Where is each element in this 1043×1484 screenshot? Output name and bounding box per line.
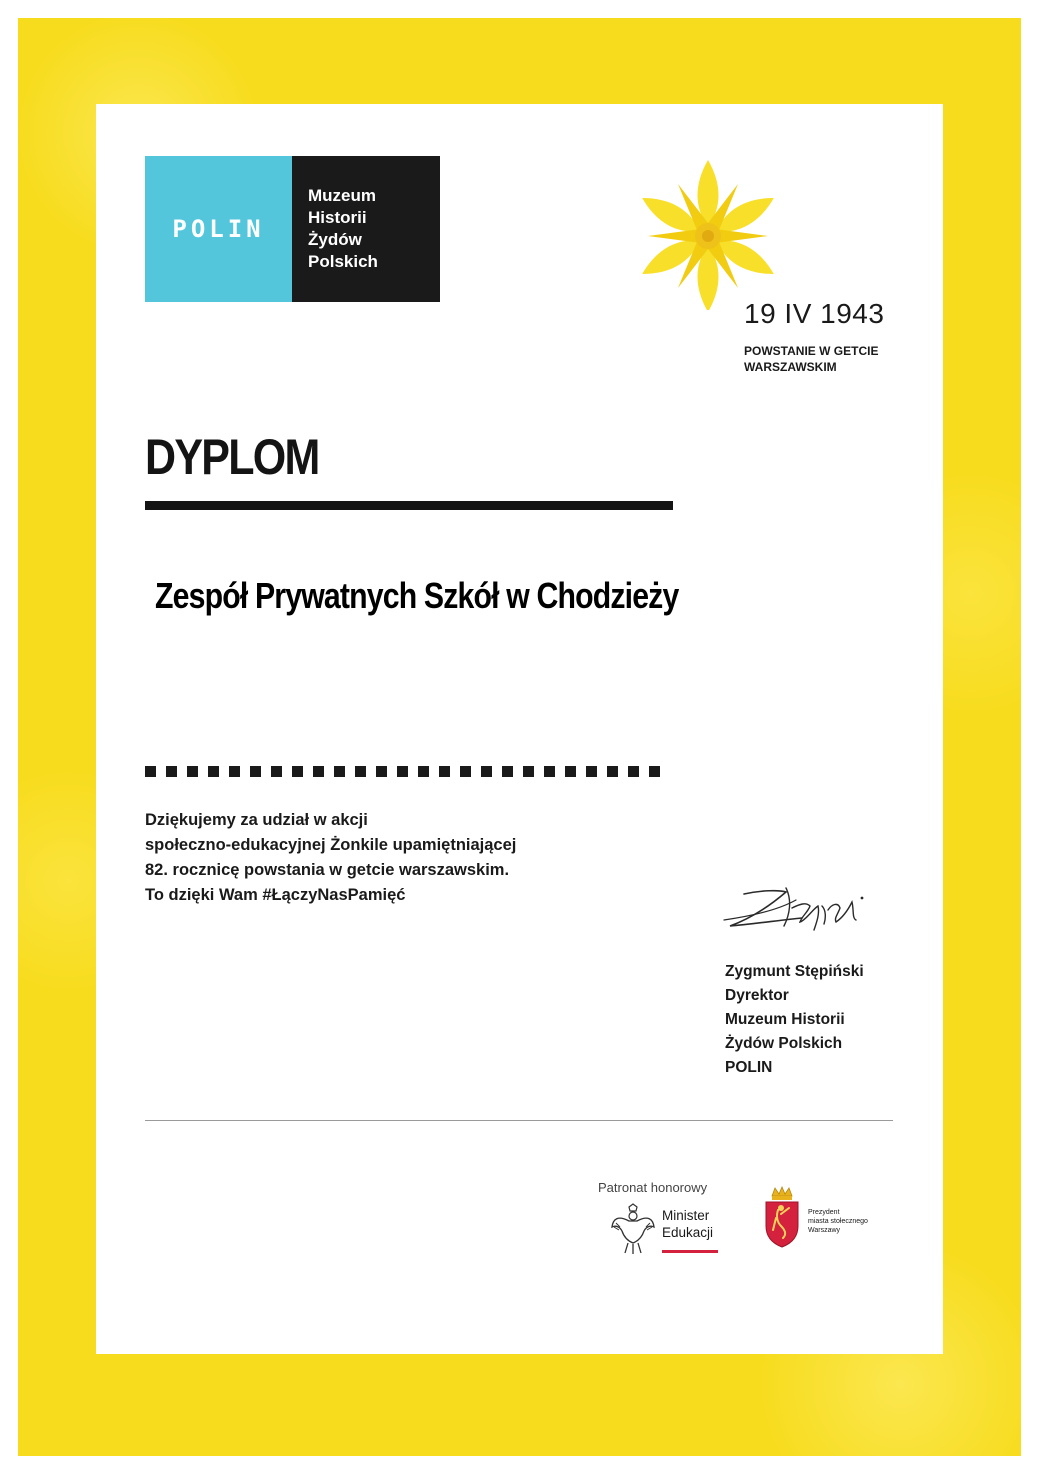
- recipient-name: Zespół Prywatnych Szkół w Chodzieży: [155, 575, 679, 616]
- logo-name-line: Żydów: [308, 230, 362, 249]
- title-underline: [145, 501, 673, 510]
- logo-name-line: Muzeum: [308, 186, 376, 205]
- polin-logo: [145, 156, 440, 302]
- logo-dark-block: [292, 156, 440, 302]
- event-date: 19 IV 1943: [744, 298, 885, 329]
- footer-divider: [145, 1120, 893, 1121]
- signer-line: POLIN: [725, 1059, 773, 1076]
- daffodil-icon: [638, 158, 778, 310]
- prezydent-line: Warszawy: [808, 1227, 841, 1234]
- prezydent-line: Prezydent: [808, 1209, 840, 1216]
- minister-line: Minister: [662, 1208, 710, 1223]
- logo-cyan-block: [145, 156, 292, 302]
- handwritten-signature: [722, 880, 872, 938]
- dotted-separator: [145, 766, 660, 778]
- event-subtitle-line: WARSZAWSKIM: [744, 360, 837, 374]
- patronage-label: Patronat honorowy: [598, 1180, 708, 1195]
- signer-line: Zygmunt Stępiński: [725, 963, 864, 980]
- signer-line: Dyrektor: [725, 987, 789, 1004]
- event-subtitle: [744, 343, 914, 375]
- signer-line: Żydów Polskich: [725, 1035, 843, 1052]
- minister-line: Edukacji: [662, 1225, 714, 1240]
- signer-block: [725, 960, 864, 1080]
- prezydent-line: miasta stołecznego: [808, 1218, 868, 1225]
- logo-name-line: Polskich: [308, 252, 378, 271]
- thanks-line: 82. rocznicę powstania w getcie warszawskim.: [145, 861, 510, 879]
- minister-label: [662, 1207, 713, 1241]
- thanks-line: Dziękujemy za udział w akcji: [145, 811, 368, 829]
- warsaw-crest-icon: [763, 1186, 801, 1248]
- event-subtitle-line: POWSTANIE W GETCIE: [744, 344, 879, 358]
- minister-red-bar: [662, 1250, 718, 1253]
- logo-wordmark: POLIN: [172, 215, 265, 243]
- logo-name-line: Historii: [308, 208, 367, 227]
- logo-name: [292, 185, 378, 273]
- prezydent-label: [808, 1208, 868, 1235]
- thanks-line: społeczno-edukacyjnej Żonkile upamiętniającej: [145, 836, 517, 854]
- signer-line: Muzeum Historii: [725, 1011, 845, 1028]
- thanks-text: [145, 808, 665, 908]
- polish-eagle-icon: [610, 1203, 656, 1255]
- diploma-title: DYPLOM: [145, 429, 319, 485]
- thanks-line: To dzięki Wam #ŁączyNasPamięć: [145, 886, 406, 904]
